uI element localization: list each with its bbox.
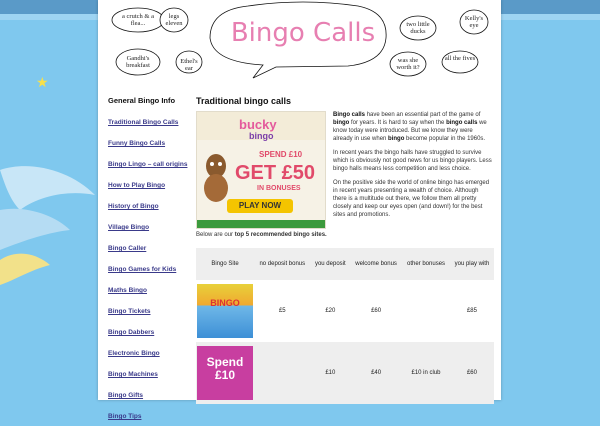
table-cell: £85: [450, 280, 494, 342]
sidebar-item-bingo-tips[interactable]: Bingo Tips: [108, 413, 142, 420]
site-logo-label: Spend £10: [206, 355, 244, 382]
paragraph-fragment: for years. It is hard to say when the: [351, 120, 445, 126]
bubble-text: a crutch & a flea...: [122, 13, 154, 27]
recommended-prefix: Below are our: [196, 232, 234, 238]
sidebar-item-bingo-lingo[interactable]: Bingo Lingo – call origins: [108, 161, 188, 168]
bubble-text: was she worth it?: [396, 57, 420, 71]
table-cell: [402, 280, 450, 342]
sidebar-item-bingo-dabbers[interactable]: Bingo Dabbers: [108, 329, 155, 336]
play-now-button[interactable]: PLAY NOW: [227, 199, 293, 213]
bubble-text: Gandhi's breakfast: [126, 55, 150, 69]
bold-term: bingo: [388, 136, 405, 142]
intro-paragraph-3: On the positive side the world of online bingo has emerged in recent years presenting a wealth of choice. Although there is a multitude out there, we follow them all pretty closely and keep our eyes open (and down!) for the best sites and promotions.: [333, 180, 490, 218]
ad-footer-band: [197, 220, 325, 228]
bold-term: bingo: [333, 120, 350, 126]
sidebar-item-how-to-play[interactable]: How to Play Bingo: [108, 182, 166, 189]
bingo-sites-table: [196, 248, 494, 404]
column-header: you play with: [450, 248, 494, 280]
sidebar: [108, 96, 188, 426]
recommended-intro: [196, 232, 327, 238]
table-row: [196, 280, 494, 342]
intro-paragraph-1: [333, 111, 493, 143]
ad-spend-text: SPEND £10: [259, 150, 303, 159]
bubble-text: legs eleven: [165, 13, 183, 27]
bubble-text: Ethel's ear: [180, 58, 198, 72]
table-cell: £5: [254, 280, 311, 342]
table-cell: £20: [311, 280, 351, 342]
sidebar-item-bingo-machines[interactable]: Bingo Machines: [108, 371, 158, 378]
sidebar-item-bingo-gifts[interactable]: Bingo Gifts: [108, 392, 144, 399]
table-cell: £10: [311, 342, 351, 404]
paragraph-fragment: have been an essential part of the game of: [366, 112, 481, 118]
paragraph-fragment: become popular in the 1960s.: [406, 136, 486, 142]
table-cell: [254, 342, 311, 404]
site-logo-cell[interactable]: [196, 280, 254, 342]
column-header: Bingo Site: [196, 248, 254, 280]
sidebar-item-maths-bingo[interactable]: Maths Bingo: [108, 287, 147, 294]
site-logo-label: BINGO: [210, 298, 240, 308]
sidebar-title: General Bingo Info: [108, 96, 176, 105]
bold-term: bingo calls: [446, 120, 478, 126]
site-logo-image[interactable]: [197, 284, 253, 338]
table-cell: £40: [350, 342, 402, 404]
site-logo-image[interactable]: [197, 346, 253, 400]
site-logo-cell[interactable]: [196, 342, 254, 404]
column-header: no deposit bonus: [254, 248, 311, 280]
table-header-row: [196, 248, 494, 280]
intro-text: [333, 111, 493, 225]
sidebar-menu: [108, 111, 188, 423]
table-row: [196, 342, 494, 404]
horse-mascot-icon: [201, 152, 231, 204]
table-cell: £60: [350, 280, 402, 342]
bubble-text: all the fives: [444, 55, 476, 62]
page-title: Traditional bingo calls: [196, 96, 292, 106]
table-cell: £60: [450, 342, 494, 404]
column-header: you deposit: [311, 248, 351, 280]
site-logo-text[interactable]: Bingo Calls: [230, 18, 376, 48]
bird-illustration: [0, 140, 100, 290]
bucky-bingo-ad-banner[interactable]: [196, 111, 326, 229]
ad-brand-top: bucky: [239, 117, 277, 132]
main-content: [196, 96, 494, 382]
sidebar-item-electronic-bingo[interactable]: Electronic Bingo: [108, 350, 160, 357]
ad-bonus-text: IN BONUSES: [257, 185, 301, 192]
sidebar-item-village-bingo[interactable]: Village Bingo: [108, 224, 150, 231]
page-container: [98, 0, 501, 420]
bold-term: Bingo calls: [333, 112, 366, 118]
bubble-text: Kelly's eye: [464, 15, 484, 29]
sidebar-item-bingo-caller[interactable]: Bingo Caller: [108, 245, 147, 252]
paragraph-fragment: we know today were introduced. But we know they were already in use when: [333, 120, 487, 142]
ad-brand-bottom: bingo: [249, 131, 274, 141]
sidebar-item-funny-bingo-calls[interactable]: Funny Bingo Calls: [108, 140, 166, 147]
intro-paragraph-2: In recent years the bingo halls have struggled to survive which is obviously not good news for us bingo players. Less bingo halls means less competition and less choice.: [333, 150, 492, 172]
star-icon: ★: [36, 74, 49, 90]
recommended-bold: top 5 recommended bingo sites.: [234, 232, 327, 238]
bubble-text: two little ducks: [406, 21, 430, 35]
ad-get-text: GET £50: [235, 162, 316, 184]
site-header: [98, 0, 501, 88]
table-cell: £10 in club: [402, 342, 450, 404]
column-header: other bonuses: [402, 248, 450, 280]
column-header: welcome bonus: [350, 248, 402, 280]
sidebar-item-history[interactable]: History of Bingo: [108, 203, 159, 210]
sidebar-item-traditional-bingo-calls[interactable]: Traditional Bingo Calls: [108, 119, 179, 126]
sidebar-item-games-for-kids[interactable]: Bingo Games for Kids: [108, 266, 177, 273]
sidebar-item-bingo-tickets[interactable]: Bingo Tickets: [108, 308, 151, 315]
